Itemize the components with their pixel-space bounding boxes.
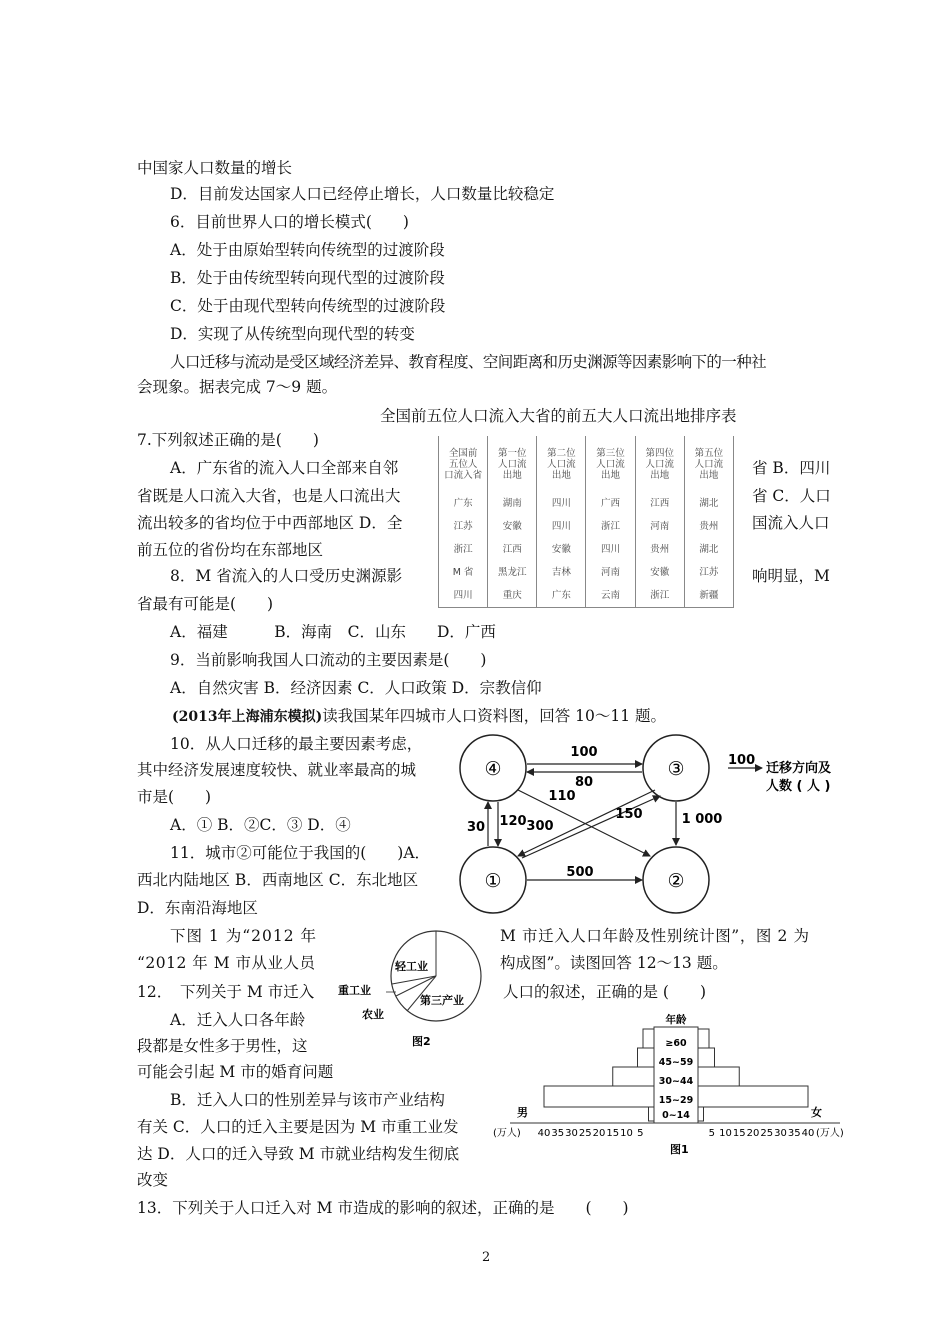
question-11: 西北内陆地区 B．西南地区 C．东北地区 [137,871,419,889]
table-cell: 河南 [635,515,684,538]
table-cell: 四川 [586,538,635,561]
option-b: B．处于由传统型转向现代型的过渡阶段 [170,269,445,287]
question-12: 12． 下列关于 M 市迁入 [137,983,315,1001]
flow-label: 100 [570,745,598,760]
question-11: D．东南沿海地区 [137,899,258,917]
table-cell: 河南 [586,561,635,584]
passage-line: 会现象。据表完成 7～9 题。 [137,378,338,396]
age-label: 15~29 [658,1095,694,1106]
question-10: 10．从人口迁移的最主要因素考虑， [170,735,423,753]
female-label: 女 [811,1106,822,1119]
table-cell: 江西 [635,492,684,515]
female-bar [698,1086,808,1107]
intro-12: “2012 年 M 市从业人员 [137,954,316,972]
figure-caption: 图1 [670,1143,689,1156]
pie-label: 第三产业 [420,994,464,1007]
table-cell: 四川 [439,584,488,608]
table-cell: 江苏 [439,515,488,538]
legend-label: 人数 ( 人 ) [766,779,831,794]
table-cell: 四川 [537,515,586,538]
flow-label: 110 [548,789,576,804]
question-12: 人口的叙述，正确的是 ( ) [503,983,707,1001]
flow-label: 80 [574,775,594,790]
tick-label: 15 [606,1128,620,1139]
page-number: 2 [482,1250,491,1265]
source-note: (2013年上海浦东模拟) [172,709,323,725]
table-cell: 江苏 [684,561,733,584]
q8-options: A．福建 B．海南 C．山东 D．广西 [170,623,496,641]
male-bar [649,1107,655,1121]
city-label: ③ [667,758,685,780]
table-cell: 广西 [586,492,635,515]
male-bar [643,1029,654,1048]
female-bar [698,1067,739,1086]
tick-label: 10 [620,1128,633,1139]
question-8: 省最有可能是( ) [137,595,274,613]
q7-line: 省 B．四川 [752,459,831,477]
age-label: ≥60 [665,1038,687,1049]
table-cell: 贵州 [635,538,684,561]
table-header-cell: 第一位 人口流 出地 [488,436,537,492]
legend-value: 100 [728,753,756,768]
tick-label: 20 [746,1128,760,1139]
pie-label: 重工业 [338,984,371,997]
city-label: ② [667,870,685,892]
flow-label: 1 000 [681,812,723,827]
table-cell: 安徽 [488,515,537,538]
table-cell: 贵州 [684,515,733,538]
tick-label: 5 [708,1128,715,1139]
tick-label: 30 [774,1128,787,1139]
table-header-cell: 第三位 人口流 出地 [586,436,635,492]
tick-label: 25 [760,1128,774,1139]
q7-line: A．广东省的流入人口全部来自邻 [170,459,399,477]
q12-option-b: 改变 [137,1171,169,1189]
intro-10 [172,706,666,727]
flow-label: 300 [526,819,554,834]
male-bar [544,1086,654,1107]
female-bar [698,1107,704,1121]
table-header-cell: 第五位 人口流 出地 [684,436,733,492]
flow-label: 500 [566,865,594,880]
flow-label: 150 [615,807,643,822]
q7-line: 省 C．人口 [752,487,831,505]
tick-label: 15 [732,1128,746,1139]
question-6: 6．目前世界人口的增长模式( ) [170,213,409,231]
tick-label: 20 [592,1128,606,1139]
table-cell: 浙江 [586,515,635,538]
table-cell: 湖北 [684,492,733,515]
tick-label: 30 [565,1128,578,1139]
q7-line: 省既是人口流入大省，也是人口流出大 [137,487,401,505]
question-11: 11．城市②可能位于我国的( )A． [170,844,431,862]
text-line: 中国家人口数量的增长 [137,159,293,177]
question-10: 市是( ) [137,788,212,806]
table-cell: 重庆 [488,584,537,608]
q12-option-b: 有关 C．人口的迁入主要是因为 M 市重工业发 [137,1118,459,1136]
q12-option-a: 可能会引起 M 市的婚育问题 [137,1063,334,1081]
migration-diagram [450,728,860,918]
table-row [439,538,734,561]
flow-label: 30 [466,820,486,835]
table-cell: 安徽 [537,538,586,561]
tick-label: 35 [787,1128,801,1139]
tick-labels [538,1128,815,1139]
tick-label: 25 [578,1128,592,1139]
table-cell: 江西 [488,538,537,561]
table-cell: 广东 [439,492,488,515]
passage-line: 人口迁移与流动是受区域经济差异、教育程度、空间距离和历史渊源等因素影响下的一种社 [170,353,767,371]
intro-12: M 市迁入人口年龄及性别统计图”，图 2 为 [500,927,810,945]
tick-label: 40 [537,1128,551,1139]
legend-label: 迁移方向及 [766,761,832,776]
table-cell: 吉林 [537,561,586,584]
tick-label: 5 [637,1128,644,1139]
table-cell: 浙江 [439,538,488,561]
age-label: 0~14 [662,1110,690,1121]
table-row [439,561,734,584]
male-bar [638,1048,655,1067]
table-cell: 云南 [586,584,635,608]
table-title: 全国前五位人口流入大省的前五大人口流出地排序表 [380,407,737,425]
option-c: C．处于由现代型转向传统型的过渡阶段 [170,297,446,315]
table-cell: 黑龙江 [488,561,537,584]
option-d: D．实现了从传统型向现代型的转变 [170,325,415,343]
table-cell: 湖北 [684,538,733,561]
intro-12: 构成图”。读图回答 12～13 题。 [500,954,728,972]
q10-options: A．① B．②C．③ D．④ [170,816,351,834]
option-d: D．目前发达国家人口已经停止增长，人口数量比较稳定 [170,185,555,203]
pyramid-title: 年龄 [665,1014,687,1026]
table-header-cell: 第四位 人口流 出地 [635,436,684,492]
table-cell: 浙江 [635,584,684,608]
table-cell: 广东 [537,584,586,608]
figure-caption: 图2 [412,1035,431,1048]
intro-text: 读我国某年四城市人口资料图，回答 10～11 题。 [322,707,667,725]
pie-chart [336,922,496,1050]
question-8: 响明显，M [752,567,830,585]
table-cell: M 省 [439,561,488,584]
city-label: ① [484,870,502,892]
flow-label: 120 [499,814,527,829]
question-7: 7.下列叙述正确的是( ) [137,431,319,449]
option-a: A．处于由原始型转向传统型的过渡阶段 [170,241,445,259]
age-label: 45~59 [658,1057,694,1068]
q9-options: A．自然灾害 B．经济因素 C．人口政策 D．宗教信仰 [170,679,542,697]
table-row [439,492,734,515]
female-bar [698,1048,715,1067]
table-row [439,584,734,608]
tick-label: 10 [719,1128,732,1139]
table-header-cell: 第二位 人口流 出地 [537,436,586,492]
intro-12: 下图 1 为“2012 年 [170,927,318,945]
q12-option-b: B．迁入人口的性别差异与该市产业结构 [170,1091,445,1109]
city-label: ④ [484,758,502,780]
table-header-cell: 全国前 五位人 口流入省 [439,436,488,492]
table-cell: 安徽 [635,561,684,584]
tick-label: 35 [551,1128,565,1139]
q12-option-a: 段都是女性多于男性，这 [137,1037,308,1055]
question-10: 其中经济发展速度较快、就业率最高的城 [137,761,417,779]
question-13: 13．下列关于人口迁入对 M 市造成的影响的叙述，正确的是 ( ) [137,1199,629,1217]
pie-label: 轻工业 [395,960,428,973]
unit-label: (万人) [816,1128,844,1139]
q7-line: 前五位的省份均在东部地区 [137,541,324,559]
table-row [439,515,734,538]
question-9: 9．当前影响我国人口流动的主要因素是( ) [170,651,487,669]
table-cell: 四川 [537,492,586,515]
unit-label: (万人) [493,1128,521,1139]
tick-label: 40 [801,1128,815,1139]
female-bar [698,1029,709,1048]
question-8: 8．M 省流入的人口受历史渊源影 [170,567,403,585]
population-pyramid [490,1010,860,1160]
q12-option-a: A．迁入人口各年龄 [170,1011,306,1029]
table-header-row [439,436,734,492]
q7-line: 流出较多的省均位于中西部地区 D．全 [137,514,403,532]
pie-label: 农业 [362,1008,384,1021]
male-label: 男 [517,1106,528,1119]
male-bar [613,1067,654,1086]
q7-line: 国流入人口 [752,514,830,532]
table-cell: 湖南 [488,492,537,515]
q12-option-b: 达 D．人口的迁入导致 M 市就业结构发生彻底 [137,1145,460,1163]
table-cell: 新疆 [684,584,733,608]
migration-table [438,436,734,608]
age-label: 30~44 [658,1076,694,1087]
